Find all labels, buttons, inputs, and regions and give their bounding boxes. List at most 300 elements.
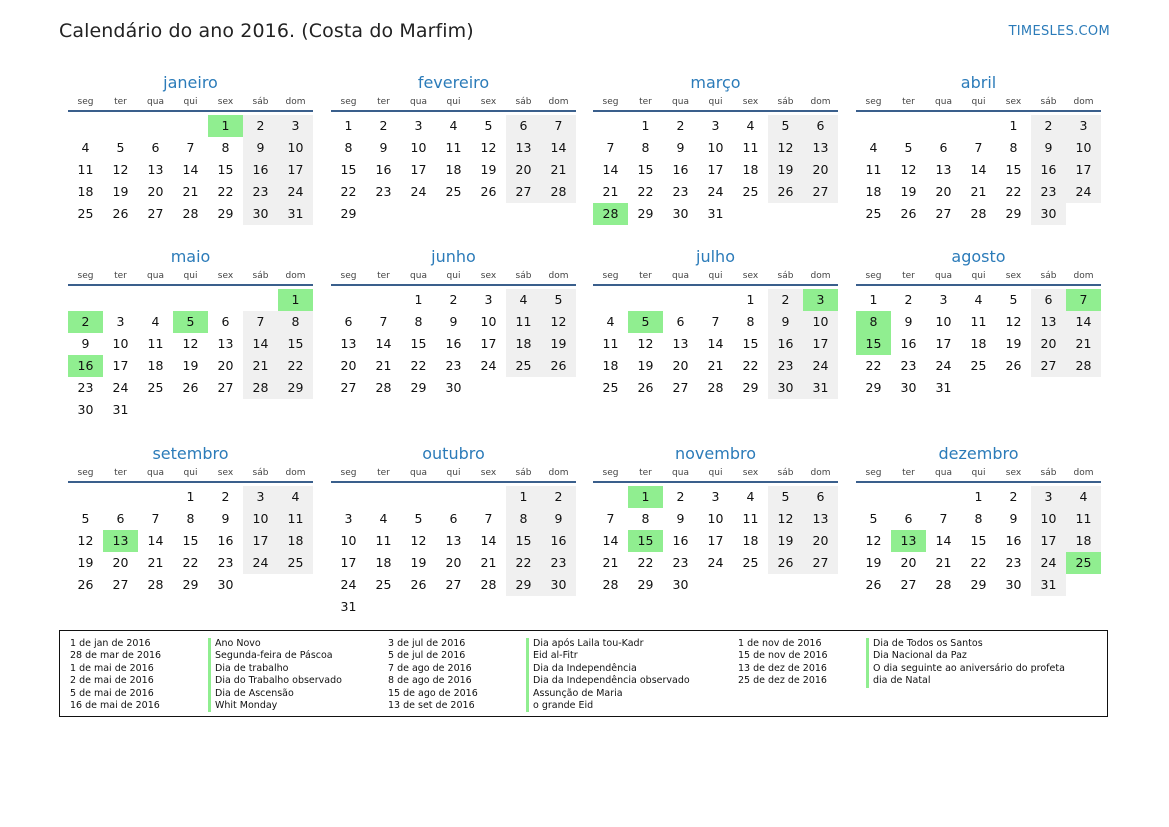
day-cell[interactable]: 21	[182, 184, 199, 199]
day-cell[interactable]: 25	[278, 552, 313, 574]
day-cell[interactable]: 4	[606, 314, 615, 329]
day-cell[interactable]: 13	[803, 508, 838, 530]
holiday-day-cell[interactable]: 7	[1066, 289, 1101, 311]
day-cell[interactable]: 8	[641, 140, 650, 155]
day-cell[interactable]: 18	[278, 530, 313, 552]
day-cell[interactable]: 30	[541, 574, 576, 596]
day-cell[interactable]: 20	[900, 555, 917, 570]
day-cell[interactable]: 30	[77, 402, 94, 417]
day-cell[interactable]: 22	[742, 358, 759, 373]
day-cell[interactable]: 8	[506, 508, 541, 530]
day-cell[interactable]: 12	[77, 533, 94, 548]
day-cell[interactable]: 20	[1031, 333, 1066, 355]
day-cell[interactable]: 1	[1009, 118, 1018, 133]
day-cell[interactable]: 9	[1009, 511, 1018, 526]
day-cell[interactable]: 10	[1066, 137, 1101, 159]
day-cell[interactable]: 30	[243, 203, 278, 225]
day-cell[interactable]: 22	[637, 184, 654, 199]
day-cell[interactable]: 4	[278, 486, 313, 508]
day-cell[interactable]: 1	[641, 118, 650, 133]
day-cell[interactable]: 19	[768, 159, 803, 181]
day-cell[interactable]: 10	[278, 137, 313, 159]
day-cell[interactable]: 9	[379, 140, 388, 155]
day-cell[interactable]: 29	[506, 574, 541, 596]
day-cell[interactable]: 3	[711, 118, 720, 133]
day-cell[interactable]: 17	[340, 555, 357, 570]
day-cell[interactable]: 1	[506, 486, 541, 508]
day-cell[interactable]: 12	[1005, 314, 1022, 329]
day-cell[interactable]: 23	[1031, 181, 1066, 203]
day-cell[interactable]: 2	[221, 489, 230, 504]
holiday-day-cell[interactable]: 2	[68, 311, 103, 333]
day-cell[interactable]: 5	[869, 511, 878, 526]
day-cell[interactable]: 8	[278, 311, 313, 333]
day-cell[interactable]: 8	[974, 511, 983, 526]
day-cell[interactable]: 18	[506, 333, 541, 355]
day-cell[interactable]: 23	[672, 184, 689, 199]
day-cell[interactable]: 12	[637, 336, 654, 351]
day-cell[interactable]: 17	[1066, 159, 1101, 181]
day-cell[interactable]: 4	[81, 140, 90, 155]
day-cell[interactable]: 19	[182, 358, 199, 373]
day-cell[interactable]: 7	[186, 140, 195, 155]
day-cell[interactable]: 30	[217, 577, 234, 592]
day-cell[interactable]: 4	[506, 289, 541, 311]
day-cell[interactable]: 7	[151, 511, 160, 526]
day-cell[interactable]: 2	[676, 118, 685, 133]
day-cell[interactable]: 19	[77, 555, 94, 570]
day-cell[interactable]: 25	[147, 380, 164, 395]
day-cell[interactable]: 18	[865, 184, 882, 199]
day-cell[interactable]: 6	[1031, 289, 1066, 311]
day-cell[interactable]: 16	[375, 162, 392, 177]
day-cell[interactable]: 10	[243, 508, 278, 530]
day-cell[interactable]: 13	[935, 162, 952, 177]
day-cell[interactable]: 14	[1066, 311, 1101, 333]
holiday-day-cell[interactable]: 15	[628, 530, 663, 552]
day-cell[interactable]: 16	[445, 336, 462, 351]
day-cell[interactable]: 11	[865, 162, 882, 177]
day-cell[interactable]: 7	[939, 511, 948, 526]
day-cell[interactable]: 27	[147, 206, 164, 221]
day-cell[interactable]: 28	[935, 577, 952, 592]
day-cell[interactable]: 10	[707, 511, 724, 526]
day-cell[interactable]: 30	[1005, 577, 1022, 592]
day-cell[interactable]: 14	[375, 336, 392, 351]
day-cell[interactable]: 24	[410, 184, 427, 199]
day-cell[interactable]: 14	[970, 162, 987, 177]
day-cell[interactable]: 5	[414, 511, 423, 526]
day-cell[interactable]: 1	[344, 118, 353, 133]
day-cell[interactable]: 7	[711, 314, 720, 329]
day-cell[interactable]: 6	[449, 511, 458, 526]
day-cell[interactable]: 3	[414, 118, 423, 133]
day-cell[interactable]: 19	[900, 184, 917, 199]
day-cell[interactable]: 18	[1066, 530, 1101, 552]
day-cell[interactable]: 9	[1031, 137, 1066, 159]
day-cell[interactable]: 29	[970, 577, 987, 592]
day-cell[interactable]: 19	[637, 358, 654, 373]
day-cell[interactable]: 3	[484, 292, 493, 307]
day-cell[interactable]: 9	[541, 508, 576, 530]
day-cell[interactable]: 27	[935, 206, 952, 221]
day-cell[interactable]: 26	[480, 184, 497, 199]
day-cell[interactable]: 28	[243, 377, 278, 399]
day-cell[interactable]: 7	[484, 511, 493, 526]
day-cell[interactable]: 25	[865, 206, 882, 221]
day-cell[interactable]: 26	[541, 355, 576, 377]
day-cell[interactable]: 11	[375, 533, 392, 548]
day-cell[interactable]: 13	[1031, 311, 1066, 333]
day-cell[interactable]: 14	[602, 162, 619, 177]
day-cell[interactable]: 8	[641, 511, 650, 526]
day-cell[interactable]: 4	[974, 292, 983, 307]
holiday-day-cell[interactable]: 1	[278, 289, 313, 311]
day-cell[interactable]: 22	[970, 555, 987, 570]
day-cell[interactable]: 30	[672, 206, 689, 221]
day-cell[interactable]: 14	[707, 336, 724, 351]
day-cell[interactable]: 5	[81, 511, 90, 526]
day-cell[interactable]: 2	[379, 118, 388, 133]
day-cell[interactable]: 23	[217, 555, 234, 570]
day-cell[interactable]: 8	[414, 314, 423, 329]
day-cell[interactable]: 9	[676, 140, 685, 155]
day-cell[interactable]: 26	[1005, 358, 1022, 373]
day-cell[interactable]: 30	[445, 380, 462, 395]
day-cell[interactable]: 15	[742, 336, 759, 351]
day-cell[interactable]: 2	[904, 292, 913, 307]
day-cell[interactable]: 9	[768, 311, 803, 333]
day-cell[interactable]: 5	[904, 140, 913, 155]
day-cell[interactable]: 6	[506, 115, 541, 137]
day-cell[interactable]: 22	[1005, 184, 1022, 199]
day-cell[interactable]: 22	[410, 358, 427, 373]
day-cell[interactable]: 7	[606, 511, 615, 526]
day-cell[interactable]: 1	[414, 292, 423, 307]
day-cell[interactable]: 28	[375, 380, 392, 395]
day-cell[interactable]: 10	[480, 314, 497, 329]
day-cell[interactable]: 9	[243, 137, 278, 159]
day-cell[interactable]: 6	[904, 511, 913, 526]
day-cell[interactable]: 7	[606, 140, 615, 155]
day-cell[interactable]: 11	[506, 311, 541, 333]
day-cell[interactable]: 15	[637, 162, 654, 177]
day-cell[interactable]: 17	[278, 159, 313, 181]
day-cell[interactable]: 29	[637, 577, 654, 592]
day-cell[interactable]: 23	[375, 184, 392, 199]
day-cell[interactable]: 16	[768, 333, 803, 355]
day-cell[interactable]: 27	[803, 552, 838, 574]
day-cell[interactable]: 11	[602, 336, 619, 351]
day-cell[interactable]: 12	[541, 311, 576, 333]
day-cell[interactable]: 31	[278, 203, 313, 225]
day-cell[interactable]: 27	[803, 181, 838, 203]
day-cell[interactable]: 9	[81, 336, 90, 351]
brand-link[interactable]: TIMESLES.COM	[1008, 24, 1110, 39]
day-cell[interactable]: 27	[445, 577, 462, 592]
day-cell[interactable]: 22	[340, 184, 357, 199]
day-cell[interactable]: 8	[186, 511, 195, 526]
day-cell[interactable]: 26	[768, 552, 803, 574]
day-cell[interactable]: 3	[1031, 486, 1066, 508]
day-cell[interactable]: 28	[147, 577, 164, 592]
day-cell[interactable]: 17	[707, 533, 724, 548]
day-cell[interactable]: 23	[541, 552, 576, 574]
day-cell[interactable]: 19	[410, 555, 427, 570]
holiday-day-cell[interactable]: 1	[208, 115, 243, 137]
day-cell[interactable]: 11	[742, 511, 759, 526]
day-cell[interactable]: 6	[803, 486, 838, 508]
day-cell[interactable]: 20	[506, 159, 541, 181]
day-cell[interactable]: 29	[865, 380, 882, 395]
day-cell[interactable]: 5	[768, 115, 803, 137]
day-cell[interactable]: 17	[243, 530, 278, 552]
day-cell[interactable]: 17	[707, 162, 724, 177]
day-cell[interactable]: 21	[602, 184, 619, 199]
day-cell[interactable]: 22	[865, 358, 882, 373]
day-cell[interactable]: 3	[243, 486, 278, 508]
holiday-day-cell[interactable]: 8	[856, 311, 891, 333]
day-cell[interactable]: 26	[77, 577, 94, 592]
day-cell[interactable]: 2	[243, 115, 278, 137]
day-cell[interactable]: 15	[182, 533, 199, 548]
day-cell[interactable]: 21	[970, 184, 987, 199]
day-cell[interactable]: 21	[707, 358, 724, 373]
day-cell[interactable]: 25	[445, 184, 462, 199]
day-cell[interactable]: 26	[410, 577, 427, 592]
day-cell[interactable]: 16	[1005, 533, 1022, 548]
day-cell[interactable]: 29	[410, 380, 427, 395]
day-cell[interactable]: 30	[900, 380, 917, 395]
day-cell[interactable]: 13	[445, 533, 462, 548]
day-cell[interactable]: 16	[541, 530, 576, 552]
day-cell[interactable]: 10	[410, 140, 427, 155]
day-cell[interactable]: 10	[1031, 508, 1066, 530]
day-cell[interactable]: 27	[506, 181, 541, 203]
day-cell[interactable]: 16	[1031, 159, 1066, 181]
day-cell[interactable]: 28	[480, 577, 497, 592]
holiday-day-cell[interactable]: 5	[628, 311, 663, 333]
day-cell[interactable]: 25	[375, 577, 392, 592]
day-cell[interactable]: 10	[707, 140, 724, 155]
day-cell[interactable]: 21	[541, 159, 576, 181]
day-cell[interactable]: 8	[221, 140, 230, 155]
day-cell[interactable]: 23	[1005, 555, 1022, 570]
day-cell[interactable]: 15	[278, 333, 313, 355]
holiday-day-cell[interactable]: 15	[856, 333, 891, 355]
day-cell[interactable]: 16	[672, 533, 689, 548]
day-cell[interactable]: 5	[541, 289, 576, 311]
day-cell[interactable]: 20	[803, 530, 838, 552]
day-cell[interactable]: 13	[803, 137, 838, 159]
day-cell[interactable]: 27	[217, 380, 234, 395]
day-cell[interactable]: 6	[939, 140, 948, 155]
day-cell[interactable]: 2	[768, 289, 803, 311]
day-cell[interactable]: 2	[1031, 115, 1066, 137]
day-cell[interactable]: 23	[768, 355, 803, 377]
day-cell[interactable]: 15	[217, 162, 234, 177]
day-cell[interactable]: 24	[1031, 552, 1066, 574]
day-cell[interactable]: 20	[147, 184, 164, 199]
day-cell[interactable]: 11	[970, 314, 987, 329]
day-cell[interactable]: 31	[1031, 574, 1066, 596]
day-cell[interactable]: 21	[243, 355, 278, 377]
day-cell[interactable]: 16	[217, 533, 234, 548]
day-cell[interactable]: 12	[768, 137, 803, 159]
day-cell[interactable]: 17	[1031, 530, 1066, 552]
day-cell[interactable]: 14	[182, 162, 199, 177]
day-cell[interactable]: 29	[1005, 206, 1022, 221]
day-cell[interactable]: 24	[1066, 181, 1101, 203]
day-cell[interactable]: 28	[182, 206, 199, 221]
day-cell[interactable]: 14	[541, 137, 576, 159]
day-cell[interactable]: 5	[1009, 292, 1018, 307]
day-cell[interactable]: 5	[116, 140, 125, 155]
day-cell[interactable]: 31	[803, 377, 838, 399]
day-cell[interactable]: 7	[243, 311, 278, 333]
day-cell[interactable]: 24	[935, 358, 952, 373]
day-cell[interactable]: 22	[278, 355, 313, 377]
holiday-day-cell[interactable]: 3	[803, 289, 838, 311]
day-cell[interactable]: 25	[742, 184, 759, 199]
day-cell[interactable]: 14	[480, 533, 497, 548]
day-cell[interactable]: 1	[186, 489, 195, 504]
day-cell[interactable]: 9	[904, 314, 913, 329]
day-cell[interactable]: 5	[768, 486, 803, 508]
day-cell[interactable]: 21	[480, 555, 497, 570]
day-cell[interactable]: 12	[112, 162, 129, 177]
day-cell[interactable]: 21	[375, 358, 392, 373]
day-cell[interactable]: 21	[935, 555, 952, 570]
day-cell[interactable]: 20	[445, 555, 462, 570]
day-cell[interactable]: 15	[410, 336, 427, 351]
day-cell[interactable]: 13	[672, 336, 689, 351]
day-cell[interactable]: 29	[217, 206, 234, 221]
day-cell[interactable]: 15	[970, 533, 987, 548]
day-cell[interactable]: 12	[480, 140, 497, 155]
day-cell[interactable]: 24	[803, 355, 838, 377]
day-cell[interactable]: 15	[340, 162, 357, 177]
day-cell[interactable]: 28	[1066, 355, 1101, 377]
day-cell[interactable]: 3	[116, 314, 125, 329]
day-cell[interactable]: 20	[803, 159, 838, 181]
day-cell[interactable]: 23	[445, 358, 462, 373]
day-cell[interactable]: 17	[480, 336, 497, 351]
day-cell[interactable]: 10	[112, 336, 129, 351]
day-cell[interactable]: 18	[77, 184, 94, 199]
day-cell[interactable]: 26	[112, 206, 129, 221]
day-cell[interactable]: 22	[217, 184, 234, 199]
day-cell[interactable]: 21	[147, 555, 164, 570]
day-cell[interactable]: 3	[711, 489, 720, 504]
day-cell[interactable]: 12	[410, 533, 427, 548]
day-cell[interactable]: 23	[243, 181, 278, 203]
day-cell[interactable]: 31	[340, 599, 357, 614]
day-cell[interactable]: 27	[672, 380, 689, 395]
day-cell[interactable]: 4	[379, 511, 388, 526]
day-cell[interactable]: 14	[602, 533, 619, 548]
day-cell[interactable]: 23	[900, 358, 917, 373]
day-cell[interactable]: 6	[344, 314, 353, 329]
day-cell[interactable]: 29	[182, 577, 199, 592]
day-cell[interactable]: 13	[340, 336, 357, 351]
day-cell[interactable]: 22	[506, 552, 541, 574]
day-cell[interactable]: 6	[676, 314, 685, 329]
day-cell[interactable]: 26	[865, 577, 882, 592]
day-cell[interactable]: 20	[935, 184, 952, 199]
day-cell[interactable]: 24	[480, 358, 497, 373]
day-cell[interactable]: 14	[147, 533, 164, 548]
day-cell[interactable]: 21	[1066, 333, 1101, 355]
day-cell[interactable]: 24	[112, 380, 129, 395]
day-cell[interactable]: 1	[869, 292, 878, 307]
day-cell[interactable]: 17	[803, 333, 838, 355]
day-cell[interactable]: 10	[935, 314, 952, 329]
day-cell[interactable]: 1	[746, 292, 755, 307]
day-cell[interactable]: 5	[484, 118, 493, 133]
day-cell[interactable]: 11	[742, 140, 759, 155]
day-cell[interactable]: 1	[974, 489, 983, 504]
day-cell[interactable]: 31	[935, 380, 952, 395]
day-cell[interactable]: 7	[541, 115, 576, 137]
day-cell[interactable]: 28	[541, 181, 576, 203]
day-cell[interactable]: 6	[151, 140, 160, 155]
holiday-day-cell[interactable]: 5	[173, 311, 208, 333]
day-cell[interactable]: 18	[147, 358, 164, 373]
day-cell[interactable]: 30	[768, 377, 803, 399]
day-cell[interactable]: 26	[182, 380, 199, 395]
day-cell[interactable]: 4	[746, 118, 755, 133]
day-cell[interactable]: 23	[77, 380, 94, 395]
day-cell[interactable]: 18	[375, 555, 392, 570]
day-cell[interactable]: 20	[112, 555, 129, 570]
day-cell[interactable]: 29	[278, 377, 313, 399]
day-cell[interactable]: 3	[1066, 115, 1101, 137]
day-cell[interactable]: 6	[221, 314, 230, 329]
day-cell[interactable]: 11	[445, 140, 462, 155]
day-cell[interactable]: 4	[1066, 486, 1101, 508]
day-cell[interactable]: 28	[970, 206, 987, 221]
day-cell[interactable]: 15	[506, 530, 541, 552]
holiday-day-cell[interactable]: 13	[103, 530, 138, 552]
day-cell[interactable]: 12	[865, 533, 882, 548]
day-cell[interactable]: 16	[672, 162, 689, 177]
day-cell[interactable]: 4	[449, 118, 458, 133]
holiday-day-cell[interactable]: 13	[891, 530, 926, 552]
day-cell[interactable]: 22	[182, 555, 199, 570]
day-cell[interactable]: 9	[676, 511, 685, 526]
day-cell[interactable]: 29	[637, 206, 654, 221]
day-cell[interactable]: 2	[1009, 489, 1018, 504]
day-cell[interactable]: 15	[1005, 162, 1022, 177]
day-cell[interactable]: 26	[637, 380, 654, 395]
day-cell[interactable]: 19	[112, 184, 129, 199]
day-cell[interactable]: 16	[243, 159, 278, 181]
day-cell[interactable]: 14	[935, 533, 952, 548]
day-cell[interactable]: 26	[768, 181, 803, 203]
day-cell[interactable]: 18	[742, 533, 759, 548]
day-cell[interactable]: 18	[742, 162, 759, 177]
day-cell[interactable]: 24	[340, 577, 357, 592]
day-cell[interactable]: 12	[900, 162, 917, 177]
day-cell[interactable]: 2	[541, 486, 576, 508]
day-cell[interactable]: 11	[77, 162, 94, 177]
day-cell[interactable]: 8	[1009, 140, 1018, 155]
day-cell[interactable]: 25	[77, 206, 94, 221]
day-cell[interactable]: 20	[340, 358, 357, 373]
day-cell[interactable]: 12	[182, 336, 199, 351]
day-cell[interactable]: 24	[707, 184, 724, 199]
